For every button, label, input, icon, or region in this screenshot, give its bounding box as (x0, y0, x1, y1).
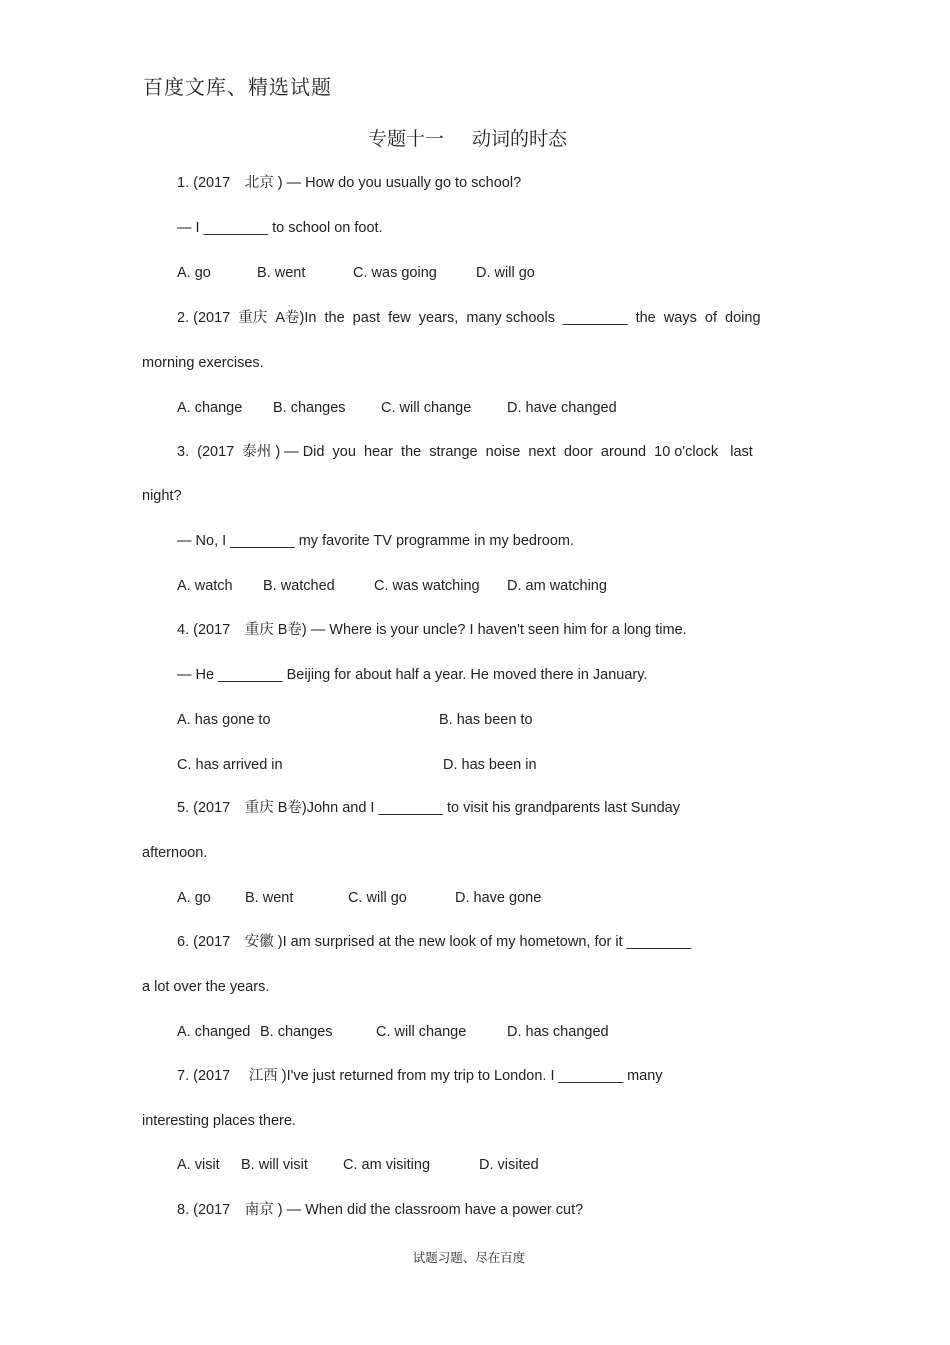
option-b: B. changes (260, 1024, 333, 1040)
title-part1: 专题十一 (367, 128, 444, 150)
option-b: B. went (257, 265, 306, 281)
question-4-options-row2 (0, 756, 950, 774)
option-a: A. change (177, 400, 243, 416)
question-7-options (0, 1156, 950, 1174)
option-d: D. will go (476, 265, 535, 281)
option-c: C. will change (376, 1024, 467, 1040)
option-b: B. watched (263, 578, 335, 594)
question-2-continuation: morning exercises. (142, 355, 264, 371)
question-7-continuation: interesting places there. (142, 1113, 296, 1129)
page-footer: 试题习题、尽在百度 (412, 1250, 526, 1265)
option-a: A. watch (177, 578, 233, 594)
option-d: D. visited (479, 1157, 539, 1173)
question-7-stem: 7. (2017 江西 )I've just returned from my trip to London. I ________ many (177, 1068, 663, 1084)
question-3-stem: 3. (2017 泰州 ) — Did you hear the strange noise next door around 10 o'clock last (177, 444, 753, 460)
question-1-stem: 1. (2017 北京 ) — How do you usually go to school? (177, 175, 522, 191)
question-2-stem: 2. (2017 重庆 A卷)In the past few years, many schools ________ the ways of doing (177, 310, 761, 326)
option-d: D. has been in (443, 757, 537, 773)
option-c: C. will change (381, 400, 472, 416)
option-a: A. has gone to (177, 712, 271, 728)
option-c: C. was watching (374, 578, 480, 594)
question-5-continuation: afternoon. (142, 845, 208, 861)
option-b: B. will visit (241, 1157, 308, 1173)
option-a: A. go (177, 265, 211, 281)
option-d: D. have changed (507, 400, 617, 416)
option-c: C. am visiting (343, 1157, 431, 1173)
option-d: D. has changed (507, 1024, 609, 1040)
option-c: C. has arrived in (177, 757, 283, 773)
document-header: 百度文库、精选试题 (143, 75, 332, 99)
question-6-stem: 6. (2017 安徽 )I am surprised at the new look of my hometown, for it ________ (177, 934, 692, 950)
question-1-answer-line: — I ________ to school on foot. (177, 220, 383, 236)
question-3-options (0, 577, 950, 595)
option-d: D. am watching (507, 578, 607, 594)
option-a: A. go (177, 890, 211, 906)
question-3-answer-line: — No, I ________ my favorite TV programme in my bedroom. (177, 533, 575, 549)
question-8-stem: 8. (2017 南京 ) — When did the classroom have a power cut? (177, 1202, 584, 1218)
question-5-options (0, 889, 950, 907)
question-4-answer-line: — He ________ Beijing for about half a year. He moved there in January. (177, 667, 648, 683)
question-1-options (0, 264, 950, 282)
option-a: A. visit (177, 1157, 220, 1173)
title-part2: 动词的时态 (472, 128, 568, 150)
question-4-options-row1 (0, 711, 950, 729)
question-5-stem: 5. (2017 重庆 B卷)John and I ________ to visit his grandparents last Sunday (177, 800, 680, 816)
option-b: B. changes (273, 400, 346, 416)
question-3-continuation: night? (142, 488, 182, 504)
option-c: C. was going (353, 265, 437, 281)
option-a: A. changed (177, 1024, 251, 1040)
option-b: B. went (245, 890, 294, 906)
option-b: B. has been to (439, 712, 533, 728)
question-2-options (0, 399, 950, 417)
page-title (0, 127, 935, 151)
option-d: D. have gone (455, 890, 542, 906)
question-6-continuation: a lot over the years. (142, 979, 270, 995)
question-6-options (0, 1023, 950, 1041)
option-c: C. will go (348, 890, 407, 906)
question-4-stem: 4. (2017 重庆 B卷) — Where is your uncle? I haven't seen him for a long time. (177, 622, 687, 638)
